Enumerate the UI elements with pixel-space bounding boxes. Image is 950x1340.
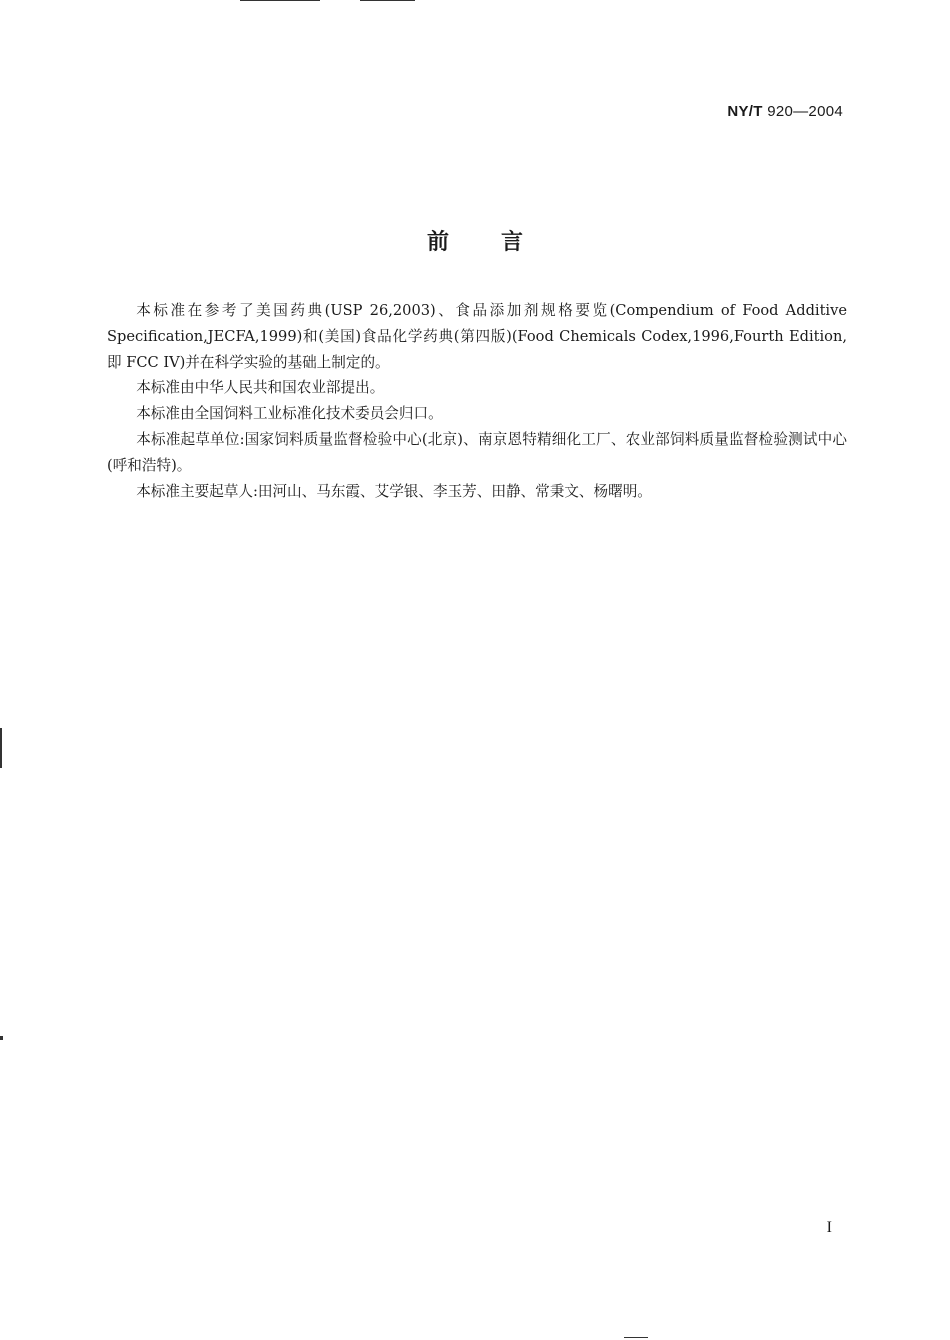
page-number: I [826, 1219, 832, 1236]
standard-number: 920—2004 [762, 103, 843, 120]
foreword-body [107, 298, 847, 504]
scan-artifact-left [0, 728, 2, 768]
scan-artifact-top [360, 0, 415, 1]
paragraph: 本标准在参考了美国药典(USP 26,2003)、食品添加剂规格要览(Compendium of Food Additive Specification,JECFA,1999)和(美国)食品化学药典(第四版)(Food Chemicals Codex,1996,Fourth Edition,即 FCC IV)并在科学实验的基础上制定的。 [107, 302, 847, 371]
scan-artifact-left [0, 1036, 3, 1040]
scan-artifact-top [240, 0, 320, 1]
paragraph: 本标准主要起草人:田河山、马东霞、艾学银、李玉芳、田静、常秉文、杨曙明。 [136, 482, 652, 500]
standard-code [727, 103, 843, 120]
standard-prefix: NY/T [727, 103, 763, 120]
paragraph: 本标准由中华人民共和国农业部提出。 [136, 379, 385, 397]
paragraph: 本标准起草单位:国家饲料质量监督检验中心(北京)、南京恩特精细化工厂、农业部饲料质量监督检验测试中心(呼和浩特)。 [107, 430, 847, 474]
scan-artifact-bottom [624, 1337, 648, 1338]
page-title: 前言 [426, 230, 575, 255]
paragraph: 本标准由全国饲料工业标准化技术委员会归口。 [136, 405, 443, 423]
